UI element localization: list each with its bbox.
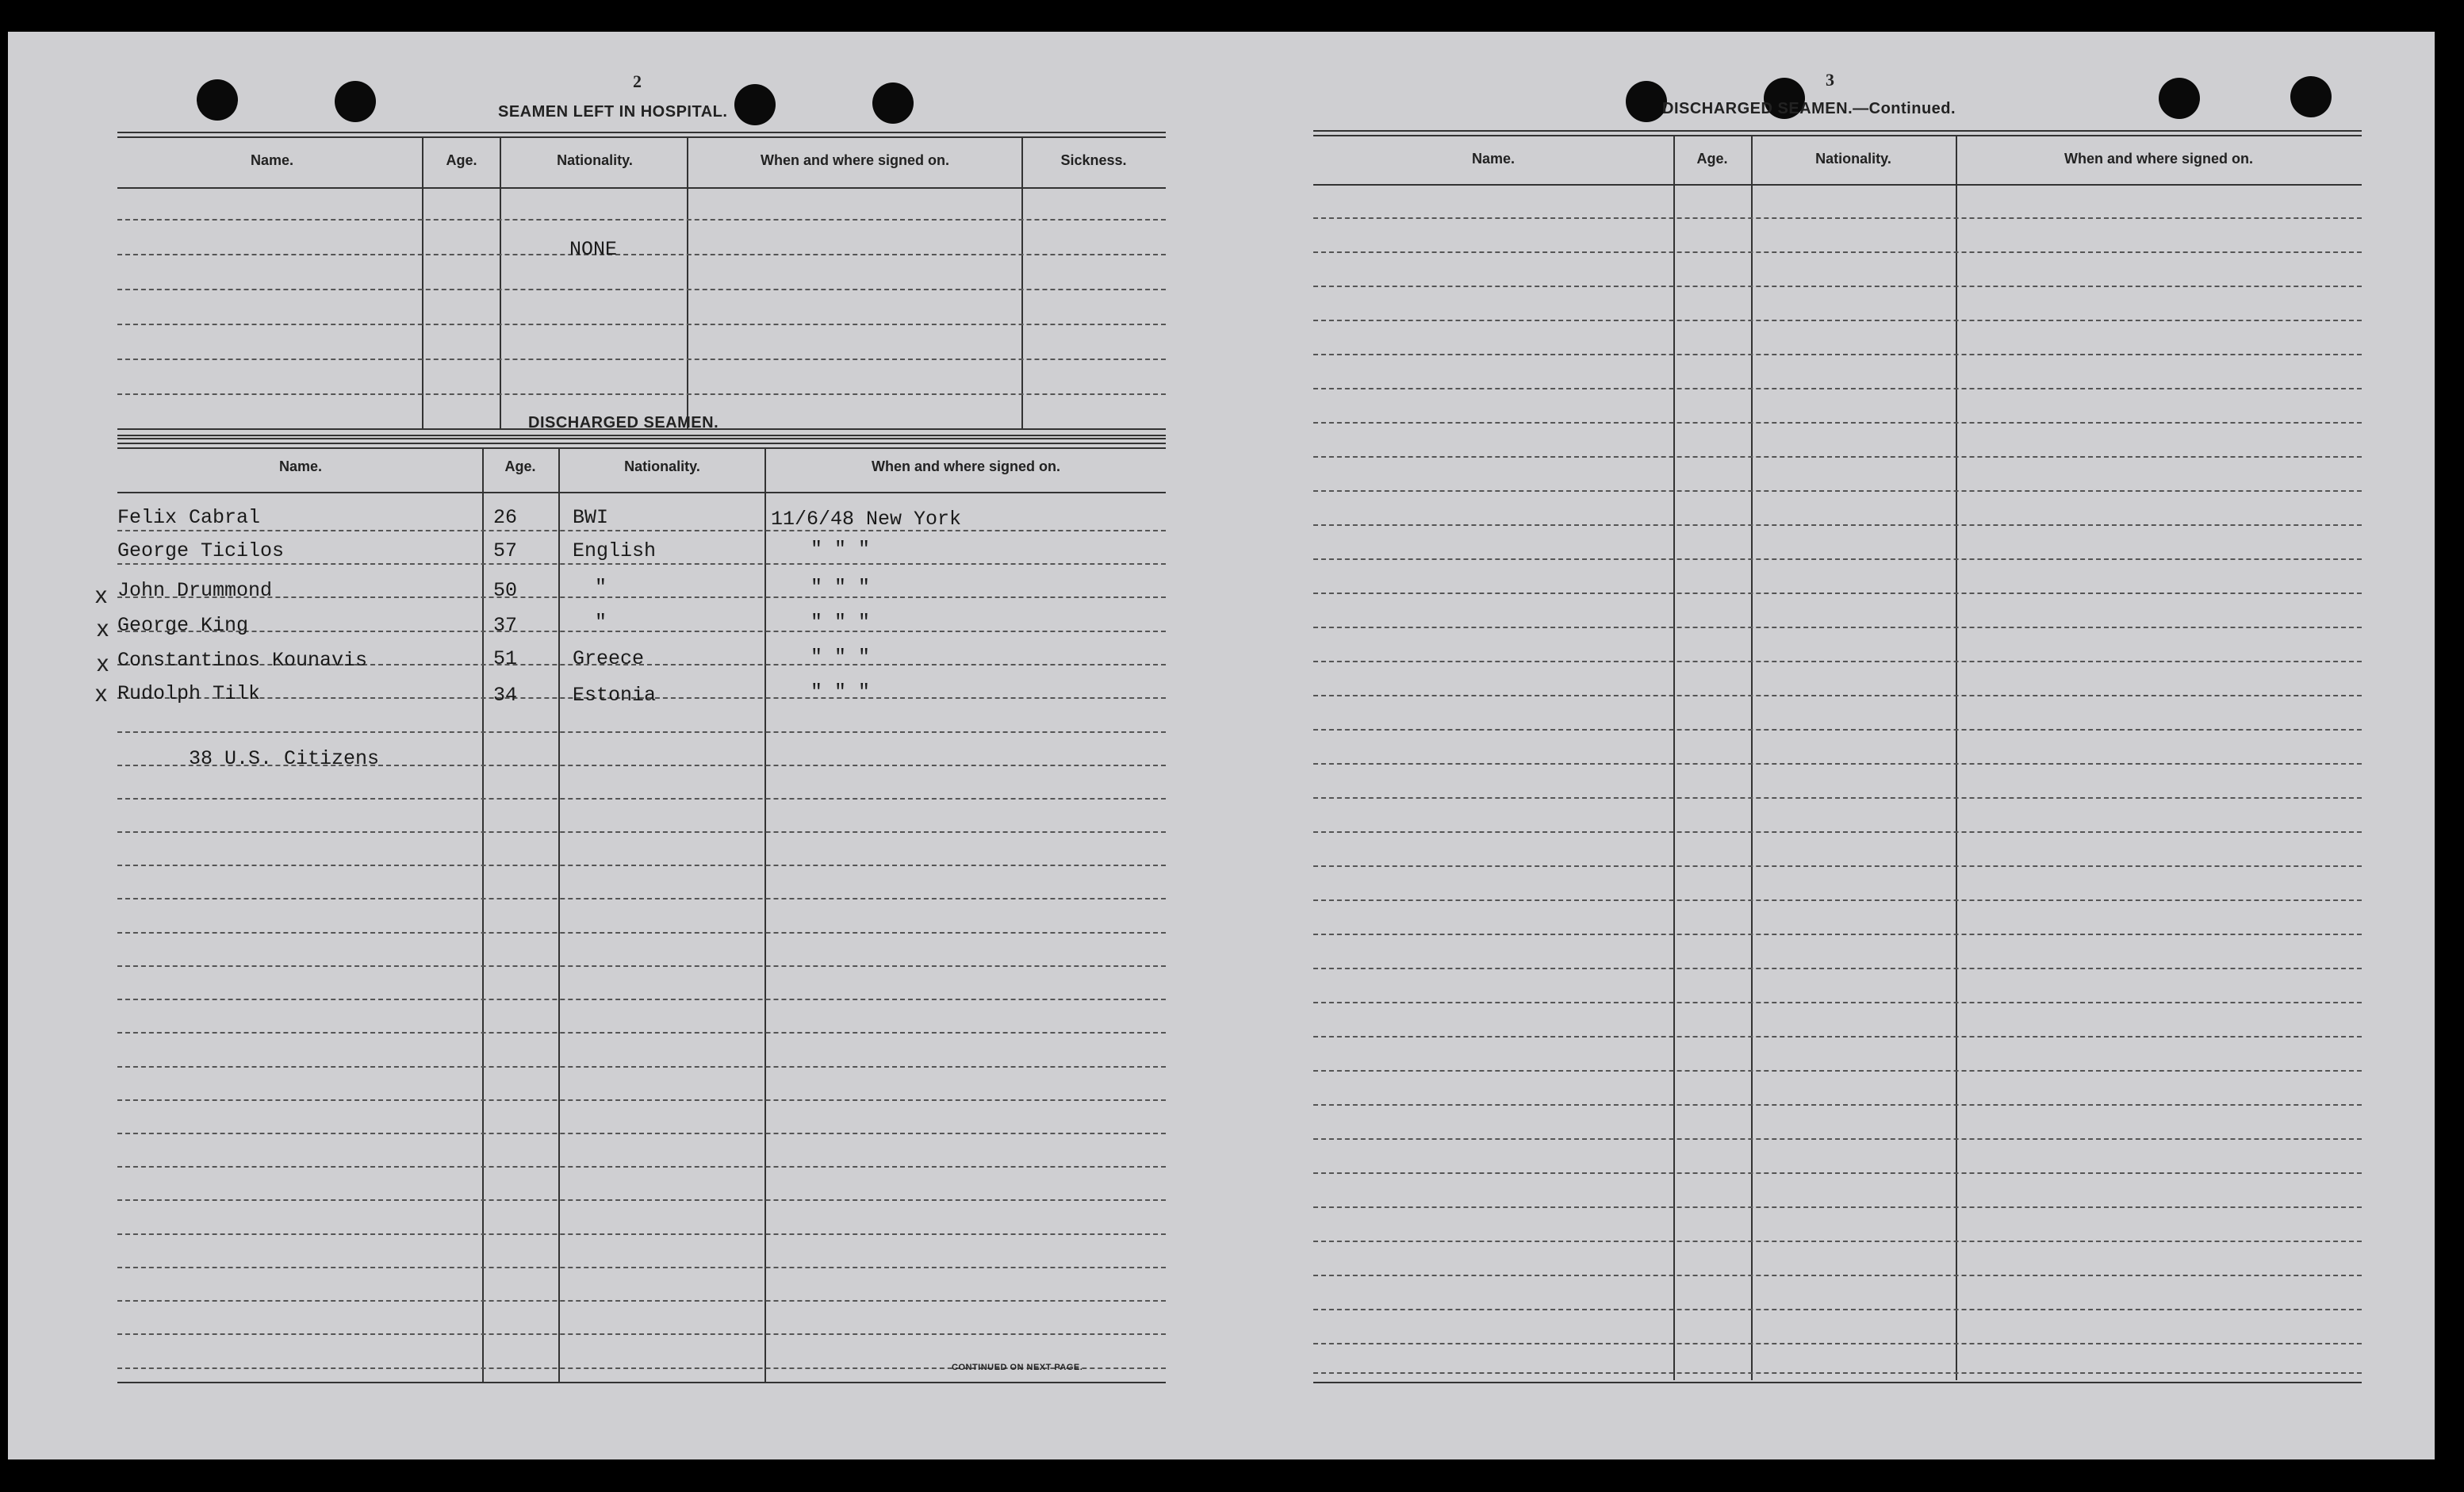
continued-footer: CONTINUED ON NEXT PAGE. <box>952 1363 1083 1372</box>
ruled-line <box>1313 797 2362 799</box>
ruled-line <box>1313 524 2362 526</box>
ruled-line <box>117 831 1166 833</box>
ruled-line <box>1313 593 2362 594</box>
ruled-line <box>117 1333 1166 1335</box>
ruled-line <box>1313 661 2362 662</box>
rule <box>117 435 1166 436</box>
ruled-line <box>117 530 1166 531</box>
seaman-name: George King <box>117 614 249 637</box>
ruled-line <box>117 254 1166 255</box>
right-header-nationality: Nationality. <box>1815 151 1891 167</box>
ruled-line <box>1313 1002 2362 1003</box>
ruled-line <box>1313 934 2362 935</box>
ruled-line <box>1313 831 2362 833</box>
ruled-line <box>1313 899 2362 901</box>
ruled-line <box>117 1166 1166 1168</box>
punch-hole <box>734 84 776 125</box>
ruled-line <box>117 898 1166 899</box>
page-number-right: 3 <box>1826 70 1834 90</box>
seaman-age: 50 <box>493 579 518 602</box>
ruled-line <box>117 1066 1166 1068</box>
ruled-line <box>1313 729 2362 731</box>
ruled-line <box>117 1199 1166 1201</box>
ruled-line <box>1313 763 2362 765</box>
ruled-line <box>1313 968 2362 969</box>
seaman-name: Felix Cabral <box>117 506 261 529</box>
discharged-header-nationality: Nationality. <box>624 458 700 474</box>
margin-mark: x <box>95 582 107 608</box>
ruled-line <box>1313 865 2362 867</box>
ruled-line <box>1313 1275 2362 1276</box>
seaman-name: George Ticilos <box>117 539 285 562</box>
seaman-age: 34 <box>493 684 518 707</box>
discharged-section-title: DISCHARGED SEAMEN. <box>528 414 719 431</box>
hospital-header-name: Name. <box>250 152 294 168</box>
ruled-line <box>117 596 1166 598</box>
ruled-line <box>117 999 1166 1000</box>
ruled-line <box>1313 286 2362 287</box>
rule <box>117 136 1166 138</box>
column-divider <box>482 449 484 1382</box>
punch-hole <box>197 79 238 121</box>
right-header-signed-on: When and where signed on. <box>2064 151 2254 167</box>
column-divider <box>764 449 766 1382</box>
discharged-header-name: Name. <box>278 458 323 474</box>
rule <box>117 132 1166 133</box>
discharged-header-age: Age. <box>504 458 536 474</box>
ruled-line <box>117 289 1166 290</box>
seaman-age: 51 <box>493 647 518 670</box>
hospital-entry: NONE <box>569 238 618 261</box>
rule <box>117 438 1166 439</box>
ruled-line <box>1313 558 2362 560</box>
ruled-line <box>1313 1343 2362 1344</box>
ruled-line <box>1313 354 2362 355</box>
column-divider <box>1751 136 1753 1380</box>
ruled-line <box>1313 1172 2362 1174</box>
ruled-line <box>117 731 1166 733</box>
ruled-line <box>117 932 1166 934</box>
seaman-signed-on: 11/6/48 New York <box>771 508 962 531</box>
ruled-line <box>1313 1206 2362 1208</box>
right-header-age: Age. <box>1696 151 1728 167</box>
rule <box>1313 130 2362 132</box>
column-divider <box>1956 136 1957 1380</box>
ruled-line <box>1313 695 2362 696</box>
margin-mark: x <box>97 650 109 677</box>
column-divider <box>687 138 688 430</box>
rule <box>1313 184 2362 186</box>
document-sheet <box>8 32 2435 1459</box>
seaman-age: 57 <box>493 539 518 562</box>
ruled-line <box>1313 456 2362 458</box>
column-divider <box>422 138 423 430</box>
discharged-header-signed-on: When and where signed on. <box>871 458 1061 474</box>
ruled-line <box>1313 1309 2362 1310</box>
punch-hole <box>1626 81 1667 122</box>
seaman-nationality: BWI <box>573 506 609 529</box>
column-divider <box>1021 138 1023 430</box>
rule <box>117 187 1166 189</box>
ruled-line <box>1313 1104 2362 1106</box>
ruled-line <box>1313 1372 2362 1374</box>
punch-hole <box>2290 76 2332 117</box>
rule <box>1313 1382 2362 1383</box>
ruled-line <box>1313 1070 2362 1072</box>
ruled-line <box>117 631 1166 632</box>
column-divider <box>558 449 560 1382</box>
hospital-section-title: SEAMEN LEFT IN HOSPITAL. <box>498 103 728 121</box>
seaman-age: 37 <box>493 614 518 637</box>
seaman-signed-on: " " " <box>810 538 871 561</box>
ruled-line <box>117 1233 1166 1235</box>
ruled-line <box>117 798 1166 800</box>
page-number-left: 2 <box>633 71 642 91</box>
ruled-line <box>117 1133 1166 1134</box>
ruled-line <box>1313 1138 2362 1140</box>
ruled-line <box>117 324 1166 325</box>
rule <box>117 492 1166 493</box>
right-page-title: DISCHARGED SEAMEN.—Continued. <box>1662 100 1956 117</box>
rule <box>117 447 1166 449</box>
seaman-name: Rudolph Tilk <box>117 682 261 705</box>
citizens-summary: 38 U.S. Citizens <box>189 747 380 770</box>
seaman-nationality: " <box>595 611 607 634</box>
punch-hole <box>335 81 376 122</box>
ruled-line <box>117 1300 1166 1302</box>
hospital-header-sickness: Sickness. <box>1060 152 1127 168</box>
ruled-line <box>1313 490 2362 492</box>
seaman-name: Constantinos Kounavis <box>117 649 368 672</box>
ruled-line <box>1313 217 2362 219</box>
ruled-line <box>1313 1036 2362 1037</box>
ruled-line <box>117 965 1166 967</box>
margin-mark: x <box>97 616 109 642</box>
column-divider <box>1673 136 1675 1380</box>
punch-hole <box>2159 78 2200 119</box>
seaman-name: John Drummond <box>117 579 273 602</box>
seaman-signed-on: " " " <box>810 646 871 669</box>
ruled-line <box>117 359 1166 360</box>
ruled-line <box>1313 1241 2362 1242</box>
ruled-line <box>1313 251 2362 253</box>
hospital-header-signed-on: When and where signed on. <box>760 152 950 168</box>
seaman-age: 26 <box>493 506 518 529</box>
seaman-nationality: " <box>595 576 607 599</box>
seaman-signed-on: " " " <box>810 611 871 634</box>
hospital-header-age: Age. <box>446 152 477 168</box>
seaman-nationality: Estonia <box>573 684 657 707</box>
ruled-line <box>1313 627 2362 628</box>
punch-hole <box>872 82 914 124</box>
ruled-line <box>1313 422 2362 424</box>
seaman-signed-on: " " " <box>810 681 871 704</box>
column-divider <box>500 138 501 430</box>
ruled-line <box>117 393 1166 395</box>
ruled-line <box>1313 388 2362 389</box>
right-header-name: Name. <box>1471 151 1516 167</box>
ruled-line <box>117 1032 1166 1034</box>
ruled-line <box>1313 320 2362 321</box>
seaman-nationality: English <box>573 539 657 562</box>
rule <box>117 1382 1166 1383</box>
ruled-line <box>117 1099 1166 1101</box>
rule <box>117 443 1166 444</box>
seaman-signed-on: " " " <box>810 576 871 599</box>
margin-mark: x <box>95 681 107 707</box>
ruled-line <box>117 1267 1166 1268</box>
rule <box>1313 135 2362 136</box>
hospital-header-nationality: Nationality. <box>557 152 633 168</box>
ruled-line <box>117 563 1166 565</box>
ruled-line <box>117 219 1166 221</box>
ruled-line <box>117 865 1166 866</box>
seaman-nationality: Greece <box>573 647 645 670</box>
